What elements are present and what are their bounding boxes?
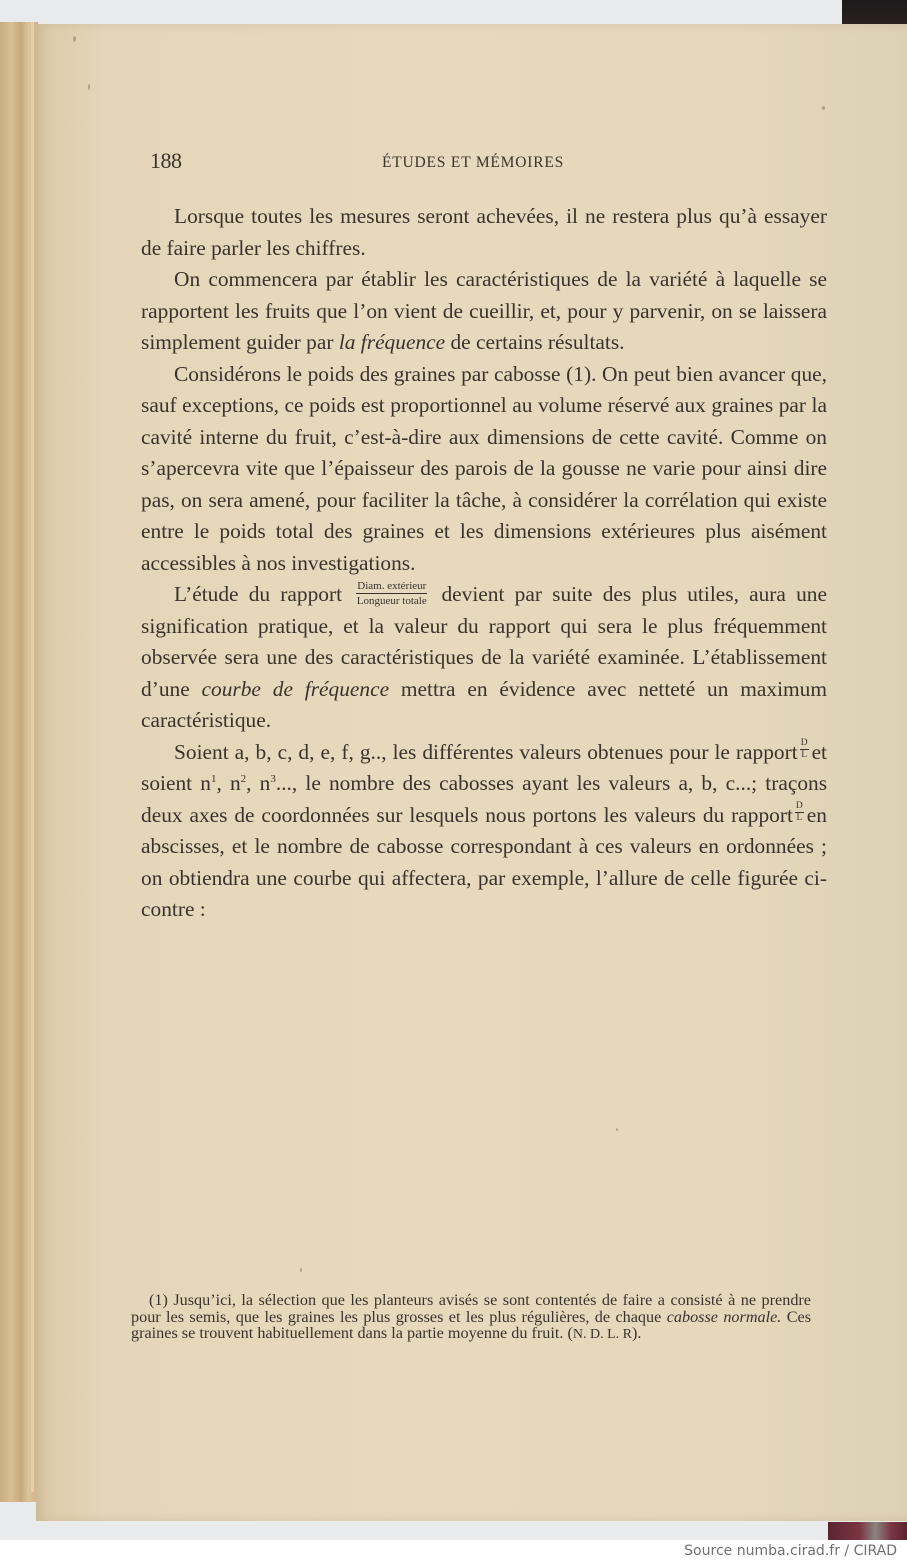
text-run: de certains résultats. xyxy=(445,330,625,354)
fraction-denominator: L xyxy=(796,813,803,824)
source-credit: Source numba.cirad.fr / CIRAD xyxy=(684,1543,897,1559)
running-title: ÉTUDES ET MÉMOIRES xyxy=(382,154,565,171)
paragraph-3: Considérons le poids des graines par cabosse (1). On peut bien avancer que, sauf exceptions, ce poids est proportionnel au volume réservé aux graines par la cavité interne du fruit, c’est-à-dire aux dimensions de cette cavité. Comme on s’apercevra vite que l’épaisseur des parois de la gousse ne varie pour ainsi dire pas, on sera amené, pour faciliter la tâche, à considérer la corrélation qui existe entre le poids total des graines et les dimensions extérieures plus aisément accessibles à nos investigations. xyxy=(141,361,827,575)
page-stack-highlight xyxy=(31,22,34,1492)
superscript: 1 xyxy=(210,772,217,785)
paper-speck xyxy=(822,106,825,110)
italic-text: la fréquence xyxy=(338,330,446,354)
text-run: Soient a, b, c, d, e, f, g.., les différentes valeurs obtenues pour le rapport xyxy=(174,739,798,764)
text-run: et soient n xyxy=(141,739,827,795)
fraction-d-over-l xyxy=(795,802,804,823)
editor-note-abbrev: N. D. L. R xyxy=(572,1327,632,1342)
italic-text: courbe de fréquence xyxy=(201,676,390,701)
text-run: , n xyxy=(216,771,241,795)
paragraph-2 xyxy=(141,264,827,359)
fraction-d-over-l xyxy=(800,739,809,760)
fraction-numerator: D xyxy=(795,801,803,812)
text-run: ). xyxy=(632,1324,642,1342)
fraction-numerator: Diam. extérieur xyxy=(357,579,427,592)
paper-speck xyxy=(300,1268,302,1272)
paragraph-1: Lorsque toutes les mesures seront achevées, il ne restera plus qu’à essayer de faire parler les chiffres. xyxy=(141,204,827,260)
italic-text: cabosse normale. xyxy=(666,1307,782,1326)
fraction-diam-longueur xyxy=(356,580,427,607)
footnote xyxy=(131,1292,811,1344)
footnote-text xyxy=(131,1292,811,1344)
text-run: mettra en évidence avec netteté un maximum caractéristique. xyxy=(141,676,827,732)
fraction-numerator: D xyxy=(800,738,808,749)
paragraph-5 xyxy=(141,737,827,926)
body-text xyxy=(141,201,827,926)
book-binding-bottom xyxy=(828,1522,907,1540)
text-run: ..., le nombre des cabosses ayant les valeurs a, b, c...; traçons deux axes de coordonnées sur lesquels nous portons les valeurs du rapport xyxy=(141,771,828,827)
text-run: On commencera par établir les caractéristiques de la variété à laquelle se rapportent les fruits que l’on vient de cueillir, et, pour y parvenir, on se laissera simplement guider par xyxy=(141,267,827,354)
text-run: devient par suite des plus utiles, aura une signification pratique, et la valeur du rapport qui sera le plus fréquemment observée sera une des caractéristiques de la variété examinée. L’établissement d’une xyxy=(141,582,827,701)
paragraph-4 xyxy=(141,579,827,737)
paper-speck xyxy=(88,84,90,90)
text-run: L’étude du rapport xyxy=(174,582,343,606)
running-header xyxy=(150,148,830,178)
superscript: 2 xyxy=(240,772,247,785)
page-number: 188 xyxy=(150,148,182,173)
text-run: Ces graines se trouvent habituellement dans la partie moyenne du fruit. ( xyxy=(131,1307,812,1342)
text-run: (1) Jusqu’ici, la sélection que les planteurs avisés se sont contentés de faire a consisté à ne prendre pour les semis, que les graines les plus grosses et les plus régulières, de chaque xyxy=(131,1291,811,1326)
fraction-denominator: Longueur totale xyxy=(356,594,427,607)
text-run: , n xyxy=(246,771,271,795)
paper-speck xyxy=(73,36,76,42)
paper-speck xyxy=(616,1128,618,1131)
superscript: 3 xyxy=(270,772,276,785)
fraction-denominator: L xyxy=(801,750,808,761)
text-run: en abscisses, et le nombre de cabosse correspondant à ces valeurs en ordonnées ; on obtiendra une courbe qui affectera, par exemple, l’allure de celle figurée ci-contre : xyxy=(141,802,827,921)
